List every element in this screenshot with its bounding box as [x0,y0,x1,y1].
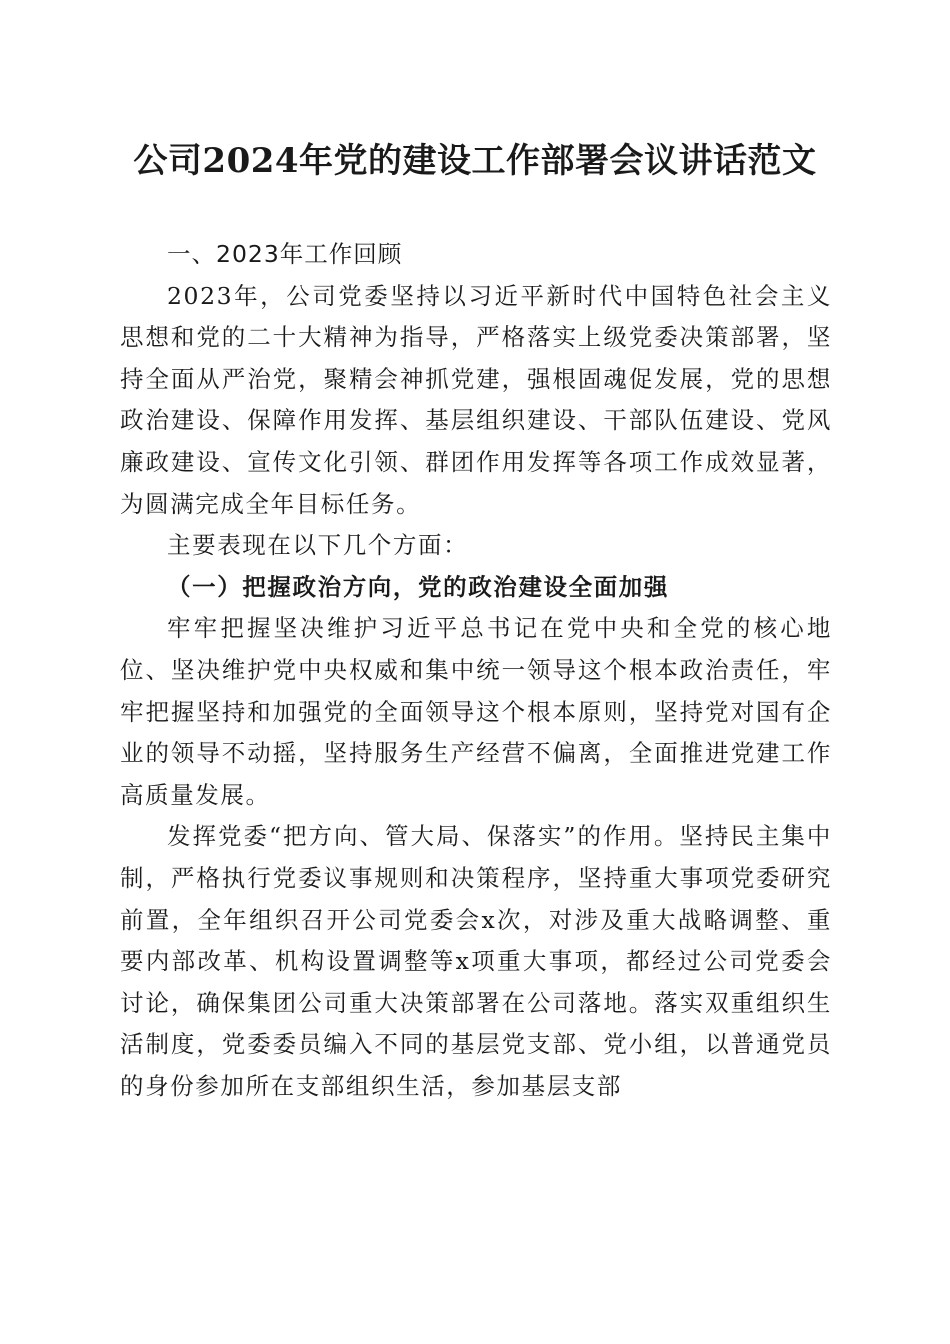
document-body [120,234,832,1107]
subsection-heading: （一）把握政治方向，党的政治建设全面加强 [167,572,669,601]
paragraph-political-responsibility: 牢牢把握坚决维护习近平总书记在党中央和全党的核心地位、坚决维护党中央权威和集中统一领导这个根本政治责任，牢牢把握坚持和加强党的全面领导这个根本原则，坚持党对国有企业的领导不动摇，坚持服务生产经营不偏离，全面推进党建工作高质量发展。 [120,614,832,809]
paragraph-party-committee-role: 发挥党委“把方向、管大局、保落实”的作用。坚持民主集中制，严格执行党委议事规则和决策程序，坚持重大事项党委研究前置，全年组织召开公司党委会x次，对涉及重大战略调整、重要内部改革、机构设置调整等x项重大事项，都经过公司党委会讨论，确保集团公司重大决策部署在公司落地。落实双重组织生活制度，党委委员编入不同的基层党支部、党小组，以普通党员的身份参加所在支部组织生活，参加基层支部 [120,822,832,1100]
paragraph-intro: 2023年，公司党委坚持以习近平新时代中国特色社会主义思想和党的二十大精神为指导，严格落实上级党委决策部署，坚持全面从严治党，聚精会神抓党建，强根固魂促发展，党的思想政治建设、保障作用发挥、基层组织建设、干部队伍建设、党风廉政建设、宣传文化引领、群团作用发挥等各项工作成效显著，为圆满完成全年目标任务。 [120,281,832,518]
paragraph-aspects: 主要表现在以下几个方面： [167,531,469,560]
document-title: 公司2024年党的建设工作部署会议讲话范文 [133,141,817,181]
section-heading: 一、2023年工作回顾 [167,240,403,268]
